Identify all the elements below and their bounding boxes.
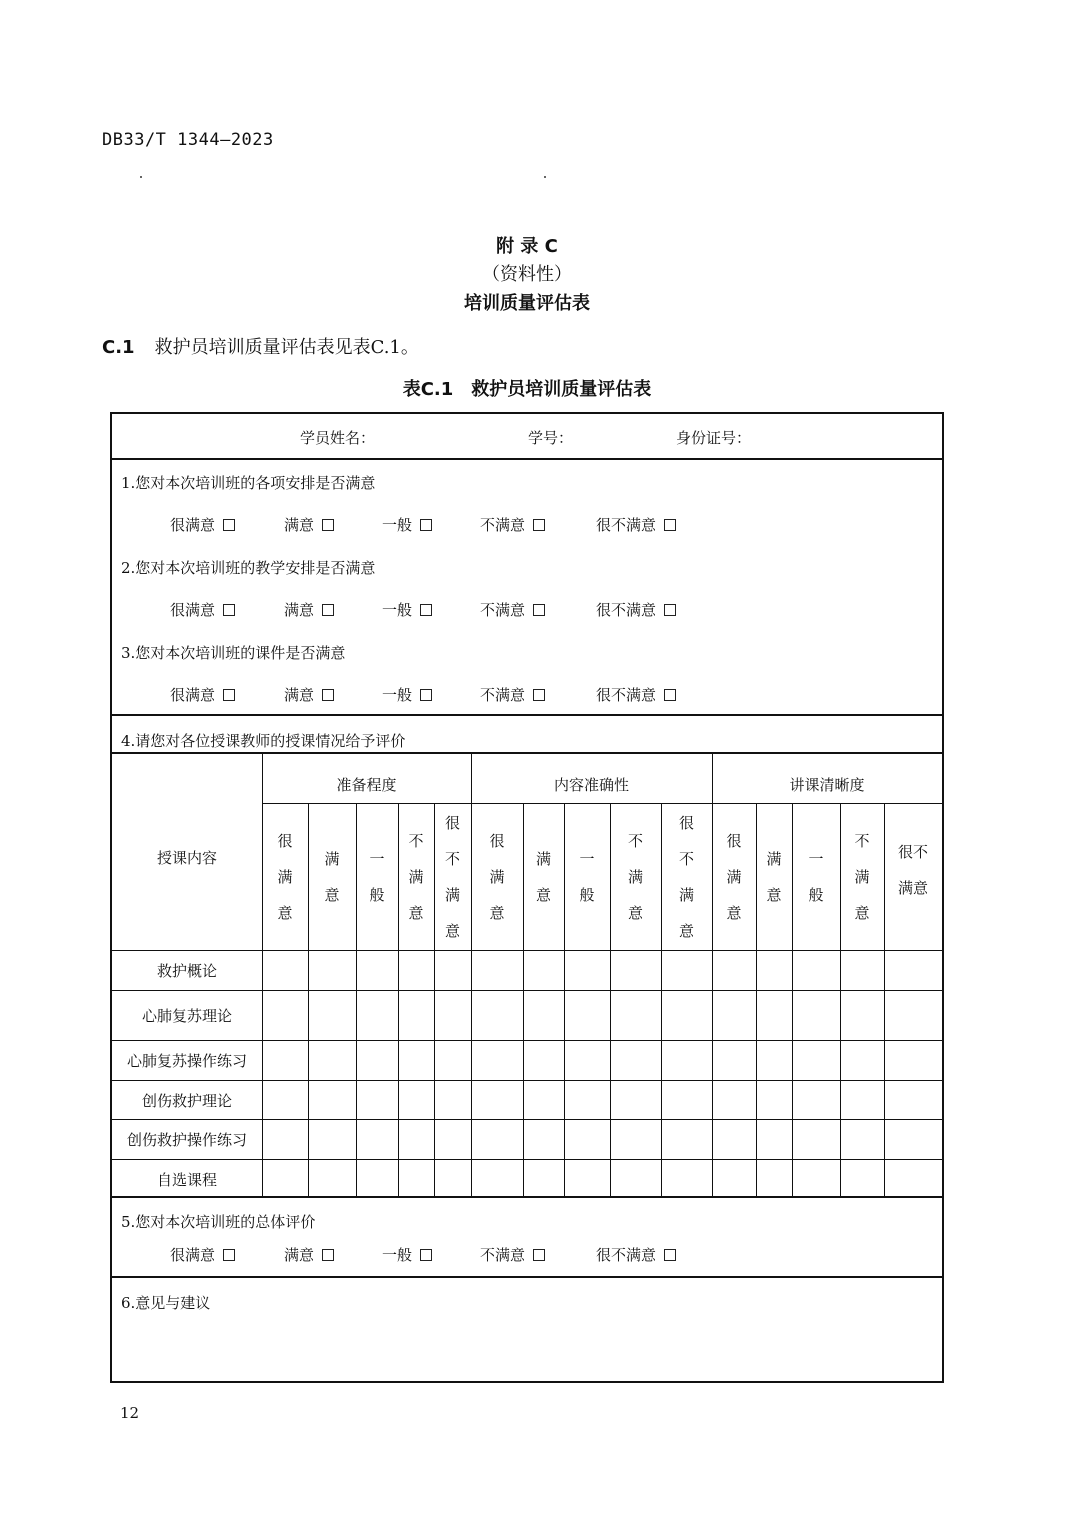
rating-cell[interactable] [840,990,884,1040]
rating-col-label: 不 满 意 [408,831,424,922]
rating-cell[interactable] [564,950,610,990]
course-label: 创伤救护操作练习 [126,1131,247,1149]
checkbox-icon[interactable] [420,1249,432,1261]
checkbox-icon[interactable] [533,519,545,531]
rating-cell[interactable] [712,1040,756,1080]
option-label: 不满意 [480,516,526,534]
rating-col-label: 满 意 [324,849,340,904]
option-label: 很不满意 [596,686,657,704]
appendix-nature: （资料性） [482,264,572,285]
checkbox-icon[interactable] [223,689,235,701]
checkbox-icon[interactable] [420,689,432,701]
checkbox-icon[interactable] [223,604,235,616]
rating-cell[interactable] [661,1119,712,1159]
rating-cell[interactable] [434,1040,471,1080]
rating-cell[interactable] [610,1080,661,1119]
rating-cell[interactable] [884,990,942,1040]
question-5: 5.您对本次培训班的总体评价 [121,1213,316,1231]
checkbox-icon[interactable] [664,519,676,531]
checkbox-icon[interactable] [322,604,334,616]
option-label: 一般 [382,516,413,534]
rating-cell[interactable] [564,1040,610,1080]
rating-cell[interactable] [523,990,564,1040]
question-6: 6.意见与建议 [121,1294,211,1312]
rating-cell[interactable] [756,950,792,990]
rating-cell[interactable] [840,1119,884,1159]
option-label: 一般 [382,1246,413,1264]
rating-cell[interactable] [756,990,792,1040]
rating-cell[interactable] [471,1080,523,1119]
option-label: 一般 [382,601,413,619]
rating-cell[interactable] [884,1119,942,1159]
option-2[interactable] [382,1244,432,1265]
rating-cell[interactable] [398,1159,434,1198]
table-number: 表C.1 [402,379,454,400]
rating-cell[interactable] [840,1159,884,1198]
rating-cell[interactable] [840,1040,884,1080]
question-3: 3.您对本次培训班的课件是否满意 [121,644,346,662]
checkbox-icon[interactable] [664,689,676,701]
rating-cell[interactable] [792,990,840,1040]
rating-cell[interactable] [471,990,523,1040]
rating-cell[interactable] [792,1119,840,1159]
rating-col-label: 很 满 意 [489,831,505,922]
option-label: 满意 [284,686,315,704]
rating-cell[interactable] [610,950,661,990]
option-3[interactable] [480,514,545,535]
rating-cell[interactable] [262,1159,308,1198]
option-3[interactable] [480,1244,545,1265]
option-4[interactable] [596,1244,676,1265]
rating-cell[interactable] [523,950,564,990]
checkbox-icon[interactable] [322,689,334,701]
rating-col-label: 满 意 [535,849,551,904]
rating-col-label: 一 般 [369,849,385,904]
rating-cell[interactable] [792,1159,840,1198]
option-1[interactable] [284,599,334,620]
group-header: 讲课清晰度 [789,776,865,794]
group-header: 内容准确性 [553,776,629,794]
rating-cell[interactable] [792,1080,840,1119]
rating-cell[interactable] [471,1119,523,1159]
rating-cell[interactable] [884,1159,942,1198]
scan-dot [140,176,142,178]
rating-cell[interactable] [398,990,434,1040]
rating-cell[interactable] [356,950,398,990]
q2-options [112,599,942,621]
checkbox-icon[interactable] [664,604,676,616]
grid-hline [262,803,942,804]
rating-cell[interactable] [712,1119,756,1159]
rating-cell[interactable] [661,1040,712,1080]
standard-code: DB33/T 1344—2023 [102,130,274,150]
option-label: 满意 [284,516,315,534]
teacher-rating-grid [112,754,942,1198]
rating-cell[interactable] [308,1159,356,1198]
rating-cell[interactable] [308,1080,356,1119]
option-label: 很不满意 [596,516,657,534]
option-label: 很满意 [170,686,216,704]
rating-cell[interactable] [434,1080,471,1119]
rating-col-label: 很 满 意 [726,831,742,922]
question-5-row [112,1198,942,1278]
section-text: 救护员培训质量评估表见表C.1。 [154,337,419,358]
rating-cell[interactable] [610,1040,661,1080]
rating-cell[interactable] [523,1040,564,1080]
rating-col-label: 很 不 满 意 [444,813,460,940]
rating-cell[interactable] [884,950,942,990]
scan-dot [544,176,546,178]
rating-cell[interactable] [564,1159,610,1198]
rating-cell[interactable] [471,1040,523,1080]
rating-cell[interactable] [471,1159,523,1198]
rating-cell[interactable] [884,1040,942,1080]
rating-cell[interactable] [840,1080,884,1119]
option-label: 很不满意 [596,601,657,619]
checkbox-icon[interactable] [533,1249,545,1261]
option-2[interactable] [382,599,432,620]
option-3[interactable] [480,599,545,620]
rating-cell[interactable] [661,950,712,990]
option-0[interactable] [170,599,235,620]
rating-cell[interactable] [356,1159,398,1198]
rating-cell[interactable] [610,1159,661,1198]
rating-col-label: 一 般 [579,849,595,904]
course-label: 自选课程 [156,1170,217,1189]
rating-cell[interactable] [661,1080,712,1119]
rating-cell[interactable] [434,1159,471,1198]
rating-cell[interactable] [564,1119,610,1159]
rating-col-label: 满 意 [766,849,782,904]
rating-cell[interactable] [712,1159,756,1198]
rating-cell[interactable] [262,950,308,990]
rating-cell[interactable] [840,950,884,990]
rating-cell[interactable] [356,990,398,1040]
option-4[interactable] [596,684,676,705]
rating-col-label: 很不 满意 [897,843,928,897]
rating-cell[interactable] [756,1159,792,1198]
course-label: 救护概论 [156,962,217,980]
rating-cell[interactable] [564,990,610,1040]
checkbox-icon[interactable] [322,519,334,531]
rating-cell[interactable] [434,990,471,1040]
rating-col-label: 不 满 意 [627,831,643,922]
option-label: 一般 [382,686,413,704]
rating-cell[interactable] [398,950,434,990]
rating-cell[interactable] [398,1080,434,1119]
rating-cell[interactable] [398,1119,434,1159]
option-0[interactable] [170,514,235,535]
rating-cell[interactable] [262,1040,308,1080]
option-2[interactable] [382,514,432,535]
option-label: 很满意 [170,601,216,619]
question-4: 4.请您对各位授课教师的授课情况给予评价 [121,732,406,750]
rating-cell[interactable] [523,1159,564,1198]
option-label: 不满意 [480,1246,526,1264]
checkbox-icon[interactable] [533,604,545,616]
rating-cell[interactable] [610,990,661,1040]
evaluation-form [110,412,944,1383]
id-card-label: 身份证号： [676,429,752,447]
option-label: 不满意 [480,601,526,619]
rating-cell[interactable] [884,1080,942,1119]
rating-cell[interactable] [356,1119,398,1159]
table-caption [0,375,1054,401]
rating-cell[interactable] [308,990,356,1040]
group-header: 准备程度 [336,776,397,794]
rating-col-label: 不 满 意 [854,831,870,922]
student-info-row [112,414,942,460]
rating-cell[interactable] [756,1119,792,1159]
rating-cell[interactable] [356,1080,398,1119]
rating-cell[interactable] [262,990,308,1040]
option-1[interactable] [284,684,334,705]
rating-cell[interactable] [308,950,356,990]
option-label: 满意 [284,601,315,619]
student-name-label: 学员姓名： [300,429,376,447]
q1-options [112,514,942,536]
option-label: 满意 [284,1246,315,1264]
rating-cell[interactable] [262,1080,308,1119]
table-title: 救护员培训质量评估表 [471,379,652,400]
course-label: 心肺复苏理论 [141,1007,232,1025]
rating-cell[interactable] [523,1080,564,1119]
rating-col-label: 一 般 [808,849,824,904]
checkbox-icon[interactable] [420,519,432,531]
appendix-name: 培训质量评估表 [464,293,590,314]
rating-cell[interactable] [523,1119,564,1159]
section-number: C.1 [102,337,135,358]
option-2[interactable] [382,684,432,705]
option-label: 不满意 [480,686,526,704]
option-4[interactable] [596,514,676,535]
section-c1 [102,333,419,359]
rating-cell[interactable] [356,1040,398,1080]
rating-cell[interactable] [262,1119,308,1159]
rating-cell[interactable] [712,1080,756,1119]
option-1[interactable] [284,1244,334,1265]
rating-cell[interactable] [792,1040,840,1080]
rating-cell[interactable] [712,950,756,990]
checkbox-icon[interactable] [322,1249,334,1261]
option-label: 很不满意 [596,1246,657,1264]
option-0[interactable] [170,684,235,705]
course-label: 心肺复苏操作练习 [126,1052,247,1070]
rating-cell[interactable] [398,1040,434,1080]
option-4[interactable] [596,599,676,620]
rating-cell[interactable] [756,1040,792,1080]
rating-cell[interactable] [756,1080,792,1119]
rating-cell[interactable] [610,1119,661,1159]
rating-cell[interactable] [712,990,756,1040]
rating-cell[interactable] [308,1040,356,1080]
rating-cell[interactable] [661,1159,712,1198]
questions-1-3 [112,460,942,716]
option-3[interactable] [480,684,545,705]
option-label: 很满意 [170,1246,216,1264]
rating-col-label: 很 不 满 意 [678,813,694,940]
checkbox-icon[interactable] [533,689,545,701]
appendix-title: 附 录 C [496,236,558,257]
rating-cell[interactable] [308,1119,356,1159]
question-6-row [112,1278,942,1381]
rating-cell[interactable] [792,950,840,990]
question-4-row [112,716,942,754]
question-2: 2.您对本次培训班的教学安排是否满意 [121,559,376,577]
page-number: 12 [120,1404,140,1422]
q3-options [112,684,942,706]
course-header: 授课内容 [156,849,217,867]
q5-options [112,1244,942,1266]
checkbox-icon[interactable] [223,1249,235,1261]
option-1[interactable] [284,514,334,535]
question-1: 1.您对本次培训班的各项安排是否满意 [121,474,376,492]
checkbox-icon[interactable] [223,519,235,531]
rating-cell[interactable] [434,1119,471,1159]
course-label: 创伤救护理论 [141,1091,232,1110]
option-label: 很满意 [170,516,216,534]
option-0[interactable] [170,1244,235,1265]
rating-cell[interactable] [661,990,712,1040]
checkbox-icon[interactable] [664,1249,676,1261]
student-id-label: 学号： [528,429,574,447]
checkbox-icon[interactable] [420,604,432,616]
rating-cell[interactable] [471,950,523,990]
rating-cell[interactable] [564,1080,610,1119]
rating-cell[interactable] [434,950,471,990]
rating-col-label: 很 满 意 [277,831,293,922]
